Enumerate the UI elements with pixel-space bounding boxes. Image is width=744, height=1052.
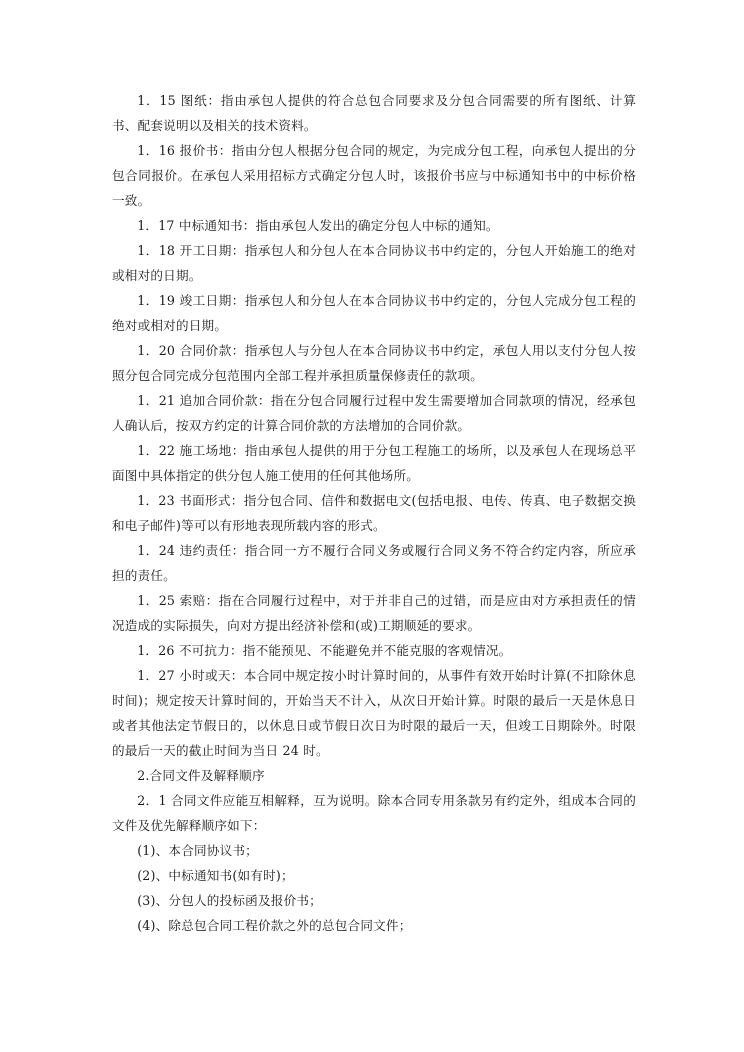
clause-1-23-written-form: 1．23 书面形式：指分包合同、信件和数据电文(包括电报、电传、传真、电子数据交换和电子邮件)等可以有形地表现所载内容的形式。 bbox=[112, 493, 636, 533]
clause-1-27-hours-days: 1．27 小时或天：本合同中规定按小时计算时间的，从事件有效开始时计算(不扣除休息时间)；规定按天计算时间的，开始当天不计入，从次日开始计算。时限的最后一天是休息日或者其他法定节假日的，以休息日或节假日次日为时限的最后一天，但竣工日期除外。时限的最后一天的截止时间为当日 24 时。 bbox=[112, 668, 636, 758]
list-item-2: (2)、中标通知书(如有时)； bbox=[137, 868, 294, 883]
clause-1-24-liability: 1．24 违约责任：指合同一方不履行合同义务或履行合同义务不符合约定内容，所应承担的责任。 bbox=[112, 543, 636, 583]
clause-1-19-completion-date: 1．19 竣工日期：指承包人和分包人在本合同协议书中约定的，分包人完成分包工程的绝对或相对的日期。 bbox=[112, 293, 636, 333]
clause-1-22-site: 1．22 施工场地：指由承包人提供的用于分包工程施工的场所，以及承包人在现场总平面图中具体指定的供分包人施工使用的任何其他场所。 bbox=[112, 443, 636, 483]
clause-1-17-award-notice: 1．17 中标通知书：指由承包人发出的确定分包人中标的通知。 bbox=[137, 218, 499, 233]
clause-1-26-force-majeure: 1．26 不可抗力：指不能预见、不能避免并不能克服的客观情况。 bbox=[137, 643, 512, 658]
list-item-1: (1)、本合同协议书； bbox=[137, 843, 258, 858]
clause-2-1-documents: 2．1 合同文件应能互相解释，互为说明。除本合同专用条款另有约定外，组成本合同的文件及优先解释顺序如下： bbox=[112, 793, 636, 833]
clause-1-25-claim: 1．25 索赔：指在合同履行过程中，对于并非自己的过错，而是应由对方承担责任的情况造成的实际损失，向对方提出经济补偿和(或)工期顺延的要求。 bbox=[112, 593, 636, 633]
clause-1-21-additional-price: 1．21 追加合同价款：指在分包合同履行过程中发生需要增加合同款项的情况，经承包人确认后，按双方约定的计算合同价款的方法增加的合同价款。 bbox=[112, 393, 636, 433]
section-2-heading: 2.合同文件及解释顺序 bbox=[137, 768, 265, 783]
document-page bbox=[112, 88, 636, 938]
clause-1-15-drawings: 1．15 图纸：指由承包人提供的符合总包合同要求及分包合同需要的所有图纸、计算书、配套说明以及相关的技术资料。 bbox=[112, 93, 636, 133]
clause-1-16-quotation: 1．16 报价书：指由分包人根据分包合同的规定，为完成分包工程，向承包人提出的分包合同报价。在承包人采用招标方式确定分包人时，该报价书应与中标通知书中的中标价格一致。 bbox=[112, 143, 636, 208]
list-item-4: (4)、除总包合同工程价款之外的总包合同文件； bbox=[137, 918, 412, 933]
clause-1-18-start-date: 1．18 开工日期：指承包人和分包人在本合同协议书中约定的，分包人开始施工的绝对或相对的日期。 bbox=[112, 243, 636, 283]
clause-1-20-contract-price: 1．20 合同价款：指承包人与分包人在本合同协议书中约定，承包人用以支付分包人按照分包合同完成分包范围内全部工程并承担质量保修责任的款项。 bbox=[112, 343, 636, 383]
list-item-3: (3)、分包人的投标函及报价书； bbox=[137, 893, 322, 908]
